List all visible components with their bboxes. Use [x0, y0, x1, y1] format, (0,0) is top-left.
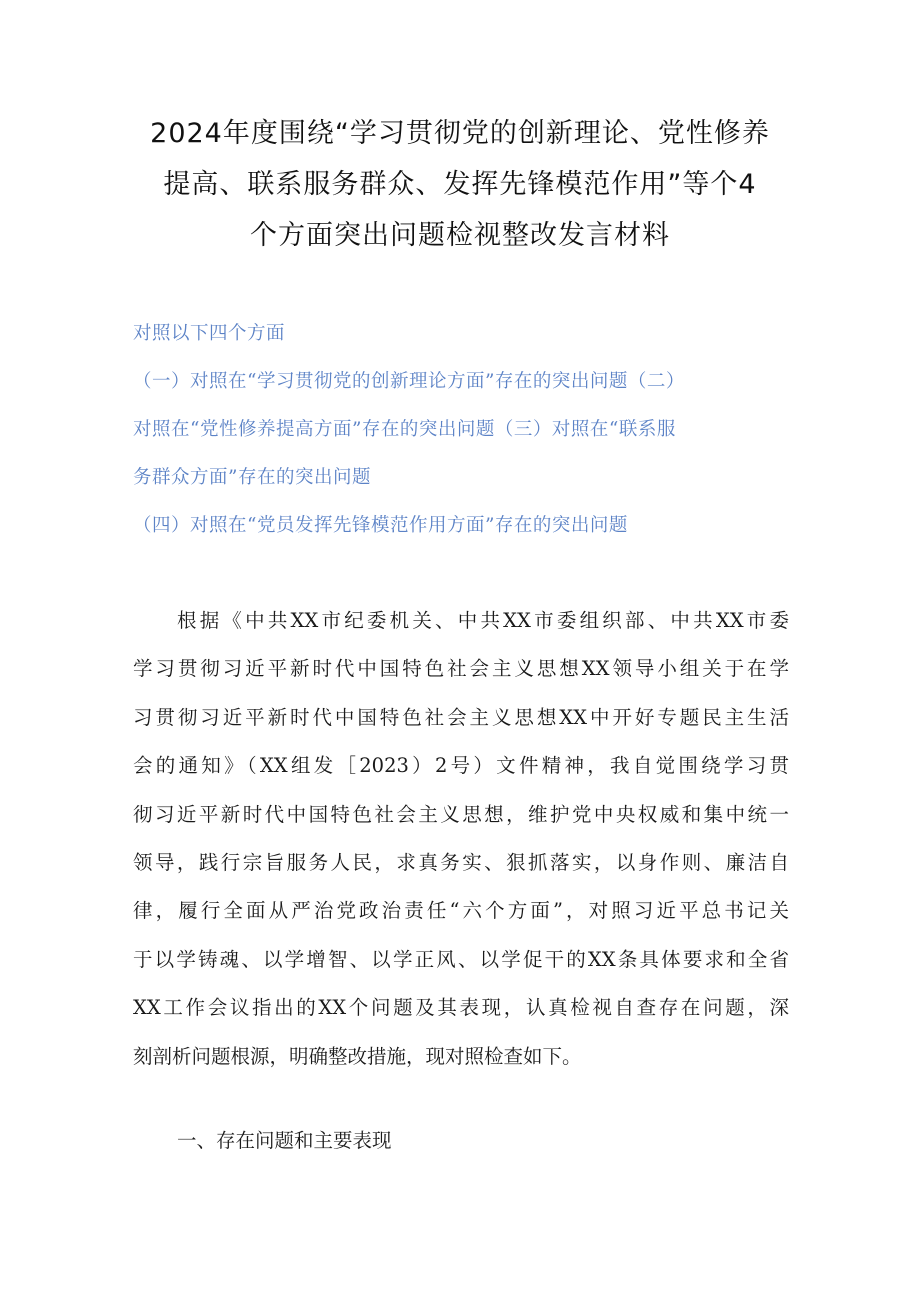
body-paragraph: [133, 597, 789, 1081]
paragraph-line: 学习贯彻习近平新时代中国特色社会主义思想XX领导小组关于在学: [133, 657, 789, 681]
paragraph-line: 领导，践行宗旨服务人民，求真务实、狠抓落实，以身作则、廉洁自: [133, 851, 789, 875]
paragraph-line: 根据《中共XX市纪委机关、中共XX市委组织部、中共XX市委: [177, 609, 789, 632]
outline-line: （四）对照在“党员发挥先锋模范作用方面”存在的突出问题: [133, 515, 628, 536]
title-line-1: 2024年度围绕“学习贯彻党的创新理论、党性修养: [150, 118, 770, 149]
paragraph-line: 习贯彻习近平新时代中国特色社会主义思想XX中开好专题民主生活: [133, 705, 789, 729]
paragraph-line: 刻剖析问题根源，明确整改措施，现对照检查如下。: [133, 1044, 582, 1068]
aspects-outline: [133, 310, 793, 550]
section-heading: 一、存在问题和主要表现: [177, 1129, 392, 1152]
paragraph-line: 会的通知》（XX组发［2023）2号）文件精神，我自觉围绕学习贯: [133, 754, 789, 778]
title-line-2: 提高、联系服务群众、发挥先锋模范作用”等个4: [163, 169, 757, 200]
outline-line: 务群众方面”存在的突出问题: [133, 467, 371, 488]
paragraph-line: 律，履行全面从严治党政治责任“六个方面”，对照习近平总书记关: [133, 899, 789, 923]
outline-line: （一）对照在“学习贯彻党的创新理论方面”存在的突出问题（二）: [133, 371, 685, 392]
paragraph-line: 于以学铸魂、以学增智、以学正风、以学促干的XX条具体要求和全省: [133, 947, 789, 971]
title-line-3: 个方面突出问题检视整改发言材料: [250, 220, 670, 251]
outline-intro: 对照以下四个方面: [133, 323, 286, 344]
outline-line: 对照在“党性修养提高方面”存在的突出问题（三）对照在“联系服: [133, 419, 676, 440]
paragraph-line: XX工作会议指出的XX个问题及其表现，认真检视自查存在问题，深: [133, 996, 789, 1020]
paragraph-line: 彻习近平新时代中国特色社会主义思想，维护党中央权威和集中统一: [133, 802, 789, 826]
document-title: [120, 108, 800, 261]
